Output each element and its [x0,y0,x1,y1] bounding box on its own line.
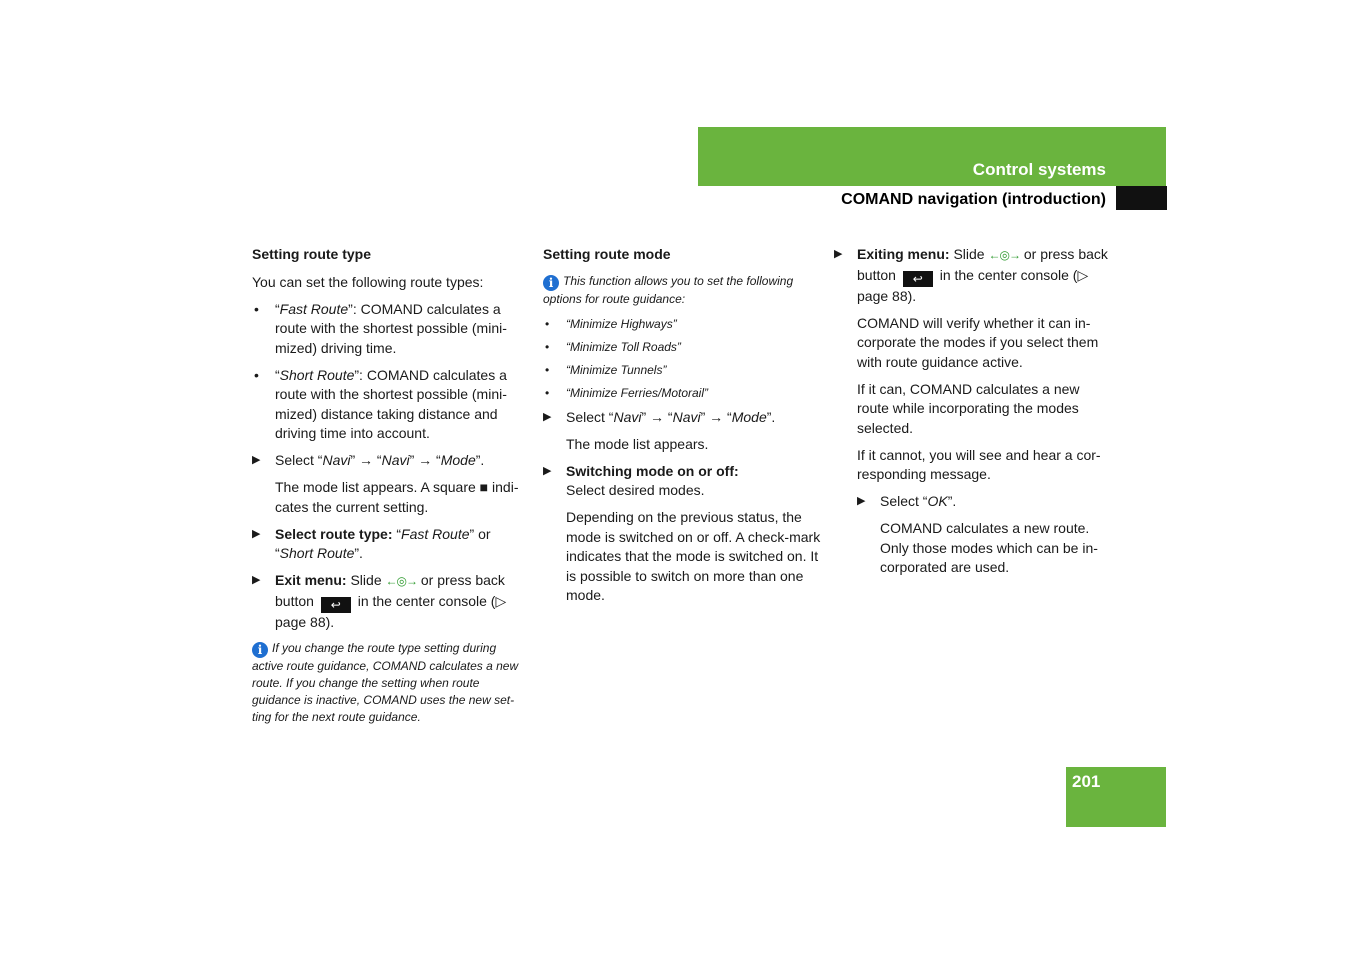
back-button-icon: ↩ [321,597,351,613]
triangle-right-icon: ▶ [252,574,261,586]
triangle-right-icon: ▶ [252,527,261,540]
step-exiting-menu: ▶ Exiting menu: Slide ←◎→ or press back button ↩ in the center console (▷ page 88). [834,246,1108,304]
step-switch-mode: ▶ Switching mode on or off: Select desired modes. [543,462,739,498]
step-select-ok: ▶ Select “OK”. [857,492,1114,512]
info-icon: i [543,275,559,291]
page-number: 201 [1072,772,1101,791]
controller-slide-icon: ←◎→ [385,574,417,588]
step-result: The mode list appears. [566,435,709,452]
bullet: • [545,316,550,331]
paragraph: COMAND will verify whether it can in-corporate the modes if you select them with route guidance active. [857,314,1099,370]
list-item: • “Minimize Highways” [545,316,677,331]
subsection-title: COMAND navigation (introduction) [841,191,1106,208]
step-select-mode: ▶ Select “Navi” → “Navi” → “Mode”. [252,451,530,471]
list-item: • “Short Route”: COMAND calculates a route with the shortest possible (mini-mized) distance taking distance and driving time into account. [254,366,507,441]
info-note: i If you change the route type setting during active route guidance, COMAND calculates a new route. If you change the setting when route guidance is inactive, COMAND uses the new set-ting for the next route guidance. [252,640,519,724]
back-button-icon: ↩ [903,271,933,287]
step-result: Depending on the previous status, the mode is switched on or off. A check-mark indicates that the mode is switched on. It is possible to switch on more than one mode. [566,509,821,603]
step-result: COMAND calculates a new route. Only those modes which can be in-corporated are used. [880,520,1098,575]
bullet: • [254,300,259,317]
info-icon: i [252,642,268,658]
heading-route-mode: Setting route mode [543,246,671,262]
triangle-right-icon: ▶ [834,248,843,260]
heading-route-type: Setting route type [252,246,372,262]
list-item: • “Fast Route”: COMAND calculates a route with the shortest possible (mini-mized) driving time. [254,300,507,356]
header-tab [1116,186,1167,210]
list-item: • “Minimize Toll Roads” [545,339,681,354]
triangle-right-icon: ▶ [543,464,552,477]
paragraph: If it can, COMAND calculates a new route while incorporating the modes selected. [857,380,1080,436]
step-result: The mode list appears. A square ■ indi-cates the current setting. [275,479,519,515]
paragraph: If it cannot, you will see and hear a cor-responding message. [857,446,1101,482]
list-item: • “Minimize Tunnels” [545,362,667,377]
bullet: • [545,339,550,354]
triangle-right-icon: ▶ [252,454,261,466]
intro-text: You can set the following route types: [252,273,484,290]
bullet: • [545,362,550,377]
bullet: • [545,385,550,400]
column-route-type [252,245,530,734]
step-exit-menu: ▶ Exit menu: Slide ←◎→ or press back button ↩ in the center console (▷ page 88). [252,572,507,630]
step-select-mode: ▶ Select “Navi” → “Navi” → “Mode”. [543,408,821,428]
list-item: • “Minimize Ferries/Motorail” [545,385,709,400]
header-bar [698,127,1166,186]
triangle-right-icon: ▶ [543,410,552,423]
step-select-route-type: ▶ Select route type: “Fast Route” or “Short Route”. [252,525,491,561]
triangle-right-icon: ▶ [857,495,866,507]
info-note: i This function allows you to set the following options for route guidance: [543,273,794,306]
controller-slide-icon: ←◎→ [988,248,1020,262]
bullet: • [254,366,259,383]
column-exit [834,245,1114,585]
column-route-mode [543,245,821,613]
section-title: Control systems [972,160,1106,179]
page-number-box [1066,767,1166,827]
